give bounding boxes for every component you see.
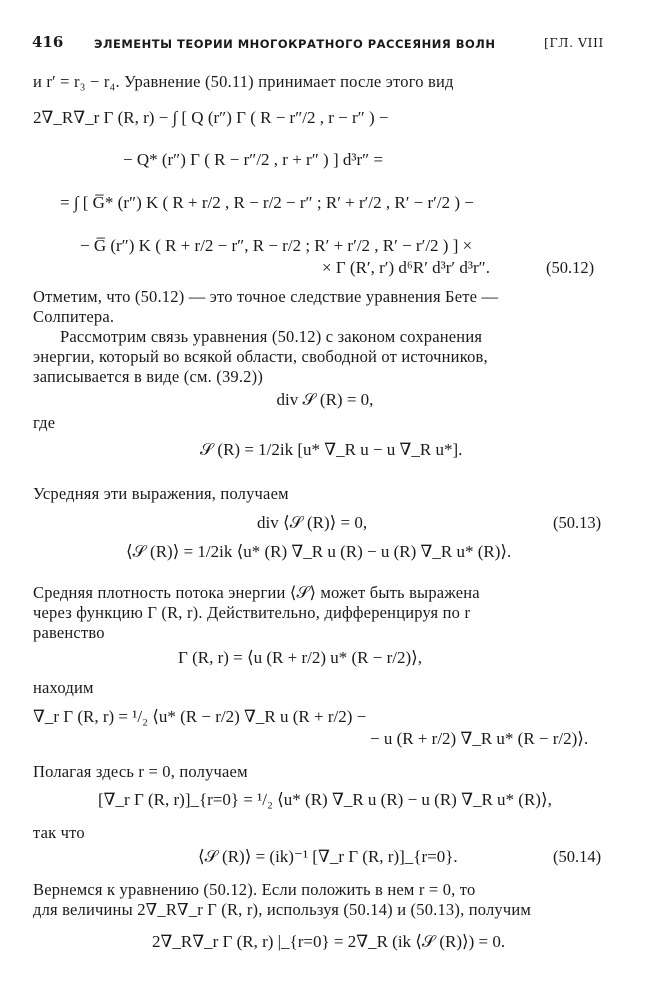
paragraph-2-line-3: записывается в виде (см. (39.2)) <box>33 367 264 386</box>
equation-line-1: 2∇_R∇_r Γ (R, r) − ∫ [ Q (r″) Γ ( R − r″/2 , r − r″ ) − <box>33 108 389 127</box>
paragraph-4-line-3: равенство <box>33 623 105 642</box>
equation-r-zero: [∇_r Γ (R, r)]_{r=0} = ¹/₂ ⟨u* (R) ∇_R u (R) − u (R) ∇_R u* (R)⟩, <box>98 790 552 809</box>
equation-S-definition: 𝒮 (R) = 1/2ik [u* ∇_R u − u ∇_R u*]. <box>200 440 463 459</box>
equation-line-4: − G̅ (r″) K ( R + r/2 − r″, R − r/2 ; R′ + r′/2 , R′ − r′/2 ) ] × <box>80 236 473 255</box>
paragraph-6-line-2: для величины 2∇_R∇_r Γ (R, r), используя (50.14) и (50.13), получим <box>33 900 532 919</box>
finding-label: находим <box>33 678 94 697</box>
paragraph-1-line-2: Солпитера. <box>33 307 115 326</box>
equation-number-50-14: (50.14) <box>553 847 602 866</box>
equation-div-S-average: div ⟨𝒮 (R)⟩ = 0, <box>257 513 368 532</box>
paragraph-2-line-1: Рассмотрим связь уравнения (50.12) с законом сохранения <box>60 327 483 346</box>
paragraph-1-line-1: Отметим, что (50.12) — это точное следствие уравнения Бете — <box>33 287 499 306</box>
chapter-label: [ГЛ. VIII <box>544 35 604 50</box>
equation-line-3: = ∫ [ G̅* (r″) K ( R + r/2 , R − r/2 − r″ ; R′ + r′/2 , R′ − r′/2 ) − <box>60 193 474 212</box>
equation-final: 2∇_R∇_r Γ (R, r) |_{r=0} = 2∇_R (ik ⟨𝒮 (R)⟩) = 0. <box>152 932 506 951</box>
running-title: ЭЛЕМЕНТЫ ТЕОРИИ МНОГОКРАТНОГО РАССЕЯНИЯ ВОЛН <box>94 37 496 51</box>
paragraph-6-line-1: Вернемся к уравнению (50.12). Если положить в нем r = 0, то <box>33 880 476 899</box>
page-number: 416 <box>32 33 64 51</box>
equation-S-final: ⟨𝒮 (R)⟩ = (ik)⁻¹ [∇_r Γ (R, r)]_{r=0}. <box>198 847 458 866</box>
paragraph-3: Усредняя эти выражения, получаем <box>33 484 289 503</box>
intro-line: и r′ = r₃ − r₄. Уравнение (50.11) принимает после этого вид <box>33 72 454 91</box>
equation-gamma-definition: Γ (R, r) = ⟨u (R + r/2) u* (R − r/2)⟩, <box>178 648 423 667</box>
equation-line-2: − Q* (r″) Γ ( R − r″/2 , r + r″ ) ] d³r″ = <box>123 150 384 169</box>
paragraph-4-line-1: Средняя плотность потока энергии ⟨𝒮⟩ может быть выражена <box>33 583 480 602</box>
paragraph-4-line-2: через функцию Γ (R, r). Действительно, дифференцируя по r <box>33 603 471 622</box>
equation-S-average: ⟨𝒮 (R)⟩ = 1/2ik ⟨u* (R) ∇_R u (R) − u (R) ∇_R u* (R)⟩. <box>126 542 512 561</box>
equation-number-50-12: (50.12) <box>546 258 595 277</box>
where-label: где <box>33 413 56 432</box>
equation-line-5: × Γ (R′, r′) d⁶R′ d³r′ d³r″. <box>322 258 490 277</box>
equation-gradient-line-1: ∇_r Γ (R, r) = ¹/₂ ⟨u* (R − r/2) ∇_R u (R + r/2) − <box>33 707 367 726</box>
so-that-label: так что <box>33 823 85 842</box>
equation-div-S: div 𝒮 (R) = 0, <box>276 390 374 409</box>
equation-gradient-line-2: − u (R + r/2) ∇_R u* (R − r/2)⟩. <box>370 729 589 748</box>
paragraph-2-line-2: энергии, который во всякой области, свободной от источников, <box>33 347 488 366</box>
paragraph-5: Полагая здесь r = 0, получаем <box>33 762 248 781</box>
equation-number-50-13: (50.13) <box>553 513 602 532</box>
